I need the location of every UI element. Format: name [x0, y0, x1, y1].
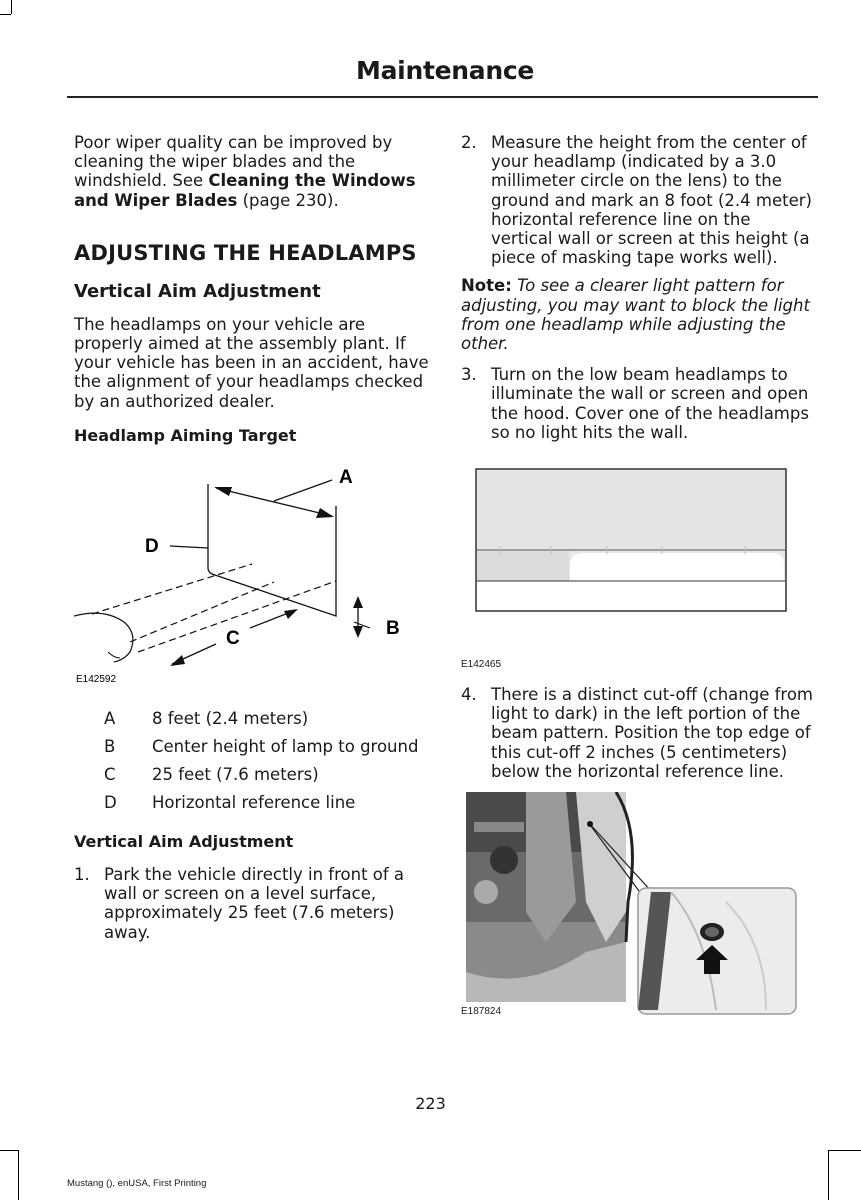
right-column-lower [461, 685, 813, 781]
headlamp-adjuster-photo [466, 792, 800, 1018]
crop-mark [18, 1150, 19, 1200]
legend-value: Horizontal reference line [152, 792, 356, 812]
legend-key: B [104, 736, 116, 756]
step-text: There is a distinct cut-off (change from light to dark) in the left portion of the beam pattern. Position the top edge of this cut-off 2 inches (5 centimeters) below the horizontal reference line. [491, 685, 814, 781]
body-paragraph: The headlamps on your vehicle are properly aimed at the assembly plant. If your vehicle has been in an accident, have the alignment of your headlamps checked by an authorized dealer. [74, 314, 429, 411]
note-text: To see a clearer light pattern for adjusting, you may want to block the light from one headlamp while adjusting the other. [461, 276, 810, 354]
legend-row [104, 760, 418, 788]
legend-key: D [104, 792, 117, 812]
footer-text: Mustang (), enUSA, First Printing [67, 1178, 207, 1189]
legend-value: 8 feet (2.4 meters) [152, 708, 309, 728]
figure-code: E142465 [461, 659, 502, 670]
step-item [461, 133, 813, 267]
page-number: 223 [415, 1094, 446, 1113]
beam-pattern-image [474, 467, 794, 617]
page-title: Maintenance [356, 56, 534, 85]
legend-key: C [104, 764, 116, 784]
legend-key: A [104, 708, 116, 728]
page-reference: (page 230). [237, 190, 339, 210]
note-label: Note: [461, 276, 512, 296]
step-item [461, 365, 813, 442]
left-column [74, 133, 429, 446]
crop-mark [828, 1150, 829, 1200]
crop-mark [0, 14, 11, 15]
note [461, 276, 813, 353]
step-item [74, 865, 429, 942]
step-number: 1. [74, 865, 90, 884]
legend-row [104, 732, 418, 760]
crop-mark [11, 0, 12, 14]
right-column [461, 133, 813, 442]
step-item [461, 685, 813, 781]
figure-title: Headlamp Aiming Target [74, 425, 297, 445]
subheading: Vertical Aim Adjustment [74, 832, 294, 851]
crop-mark [828, 1150, 861, 1151]
step-number: 2. [461, 133, 477, 152]
step-text: Turn on the low beam headlamps to illuminate the wall or screen and open the hood. Cover one of the headlamps so no light hits the wall. [491, 365, 809, 442]
step-text: Park the vehicle directly in front of a wall or screen on a level surface, approximately 25 feet (7.6 meters) away. [104, 865, 405, 942]
subheading: Vertical Aim Adjustment [74, 280, 321, 302]
legend-row [104, 788, 418, 816]
label-b: B [386, 618, 400, 639]
step-text: Measure the height from the center of your headlamp (indicated by a 3.0 millimeter circle on the lens) to the ground and mark an 8 foot (2.4 meter) horizontal reference line on the vertical wall or screen at this height (a piece of masking tape works well). [491, 133, 812, 268]
cross-reference-link[interactable]: Cleaning the Windows and Wiper Blades [74, 171, 416, 210]
figure-code: E142592 [76, 674, 117, 685]
crop-mark [0, 1150, 18, 1151]
legend-value: 25 feet (7.6 meters) [152, 764, 319, 784]
legend-row [104, 704, 418, 732]
header-rule [67, 96, 818, 98]
step-number: 4. [461, 685, 477, 704]
label-d: D [145, 536, 159, 557]
label-a: A [339, 467, 353, 488]
figure-legend [104, 704, 418, 816]
legend-value: Center height of lamp to ground [152, 736, 419, 756]
headlamp-aiming-diagram [74, 456, 434, 692]
intro-paragraph [74, 133, 429, 210]
intro-text: Poor wiper quality can be improved by cleaning the wiper blades and the windshield. See [74, 133, 393, 191]
figure-code: E187824 [461, 1006, 502, 1017]
section-heading: ADJUSTING THE HEADLAMPS [74, 240, 417, 265]
left-column-lower [74, 832, 429, 942]
label-c: C [226, 628, 240, 649]
step-number: 3. [461, 365, 477, 385]
